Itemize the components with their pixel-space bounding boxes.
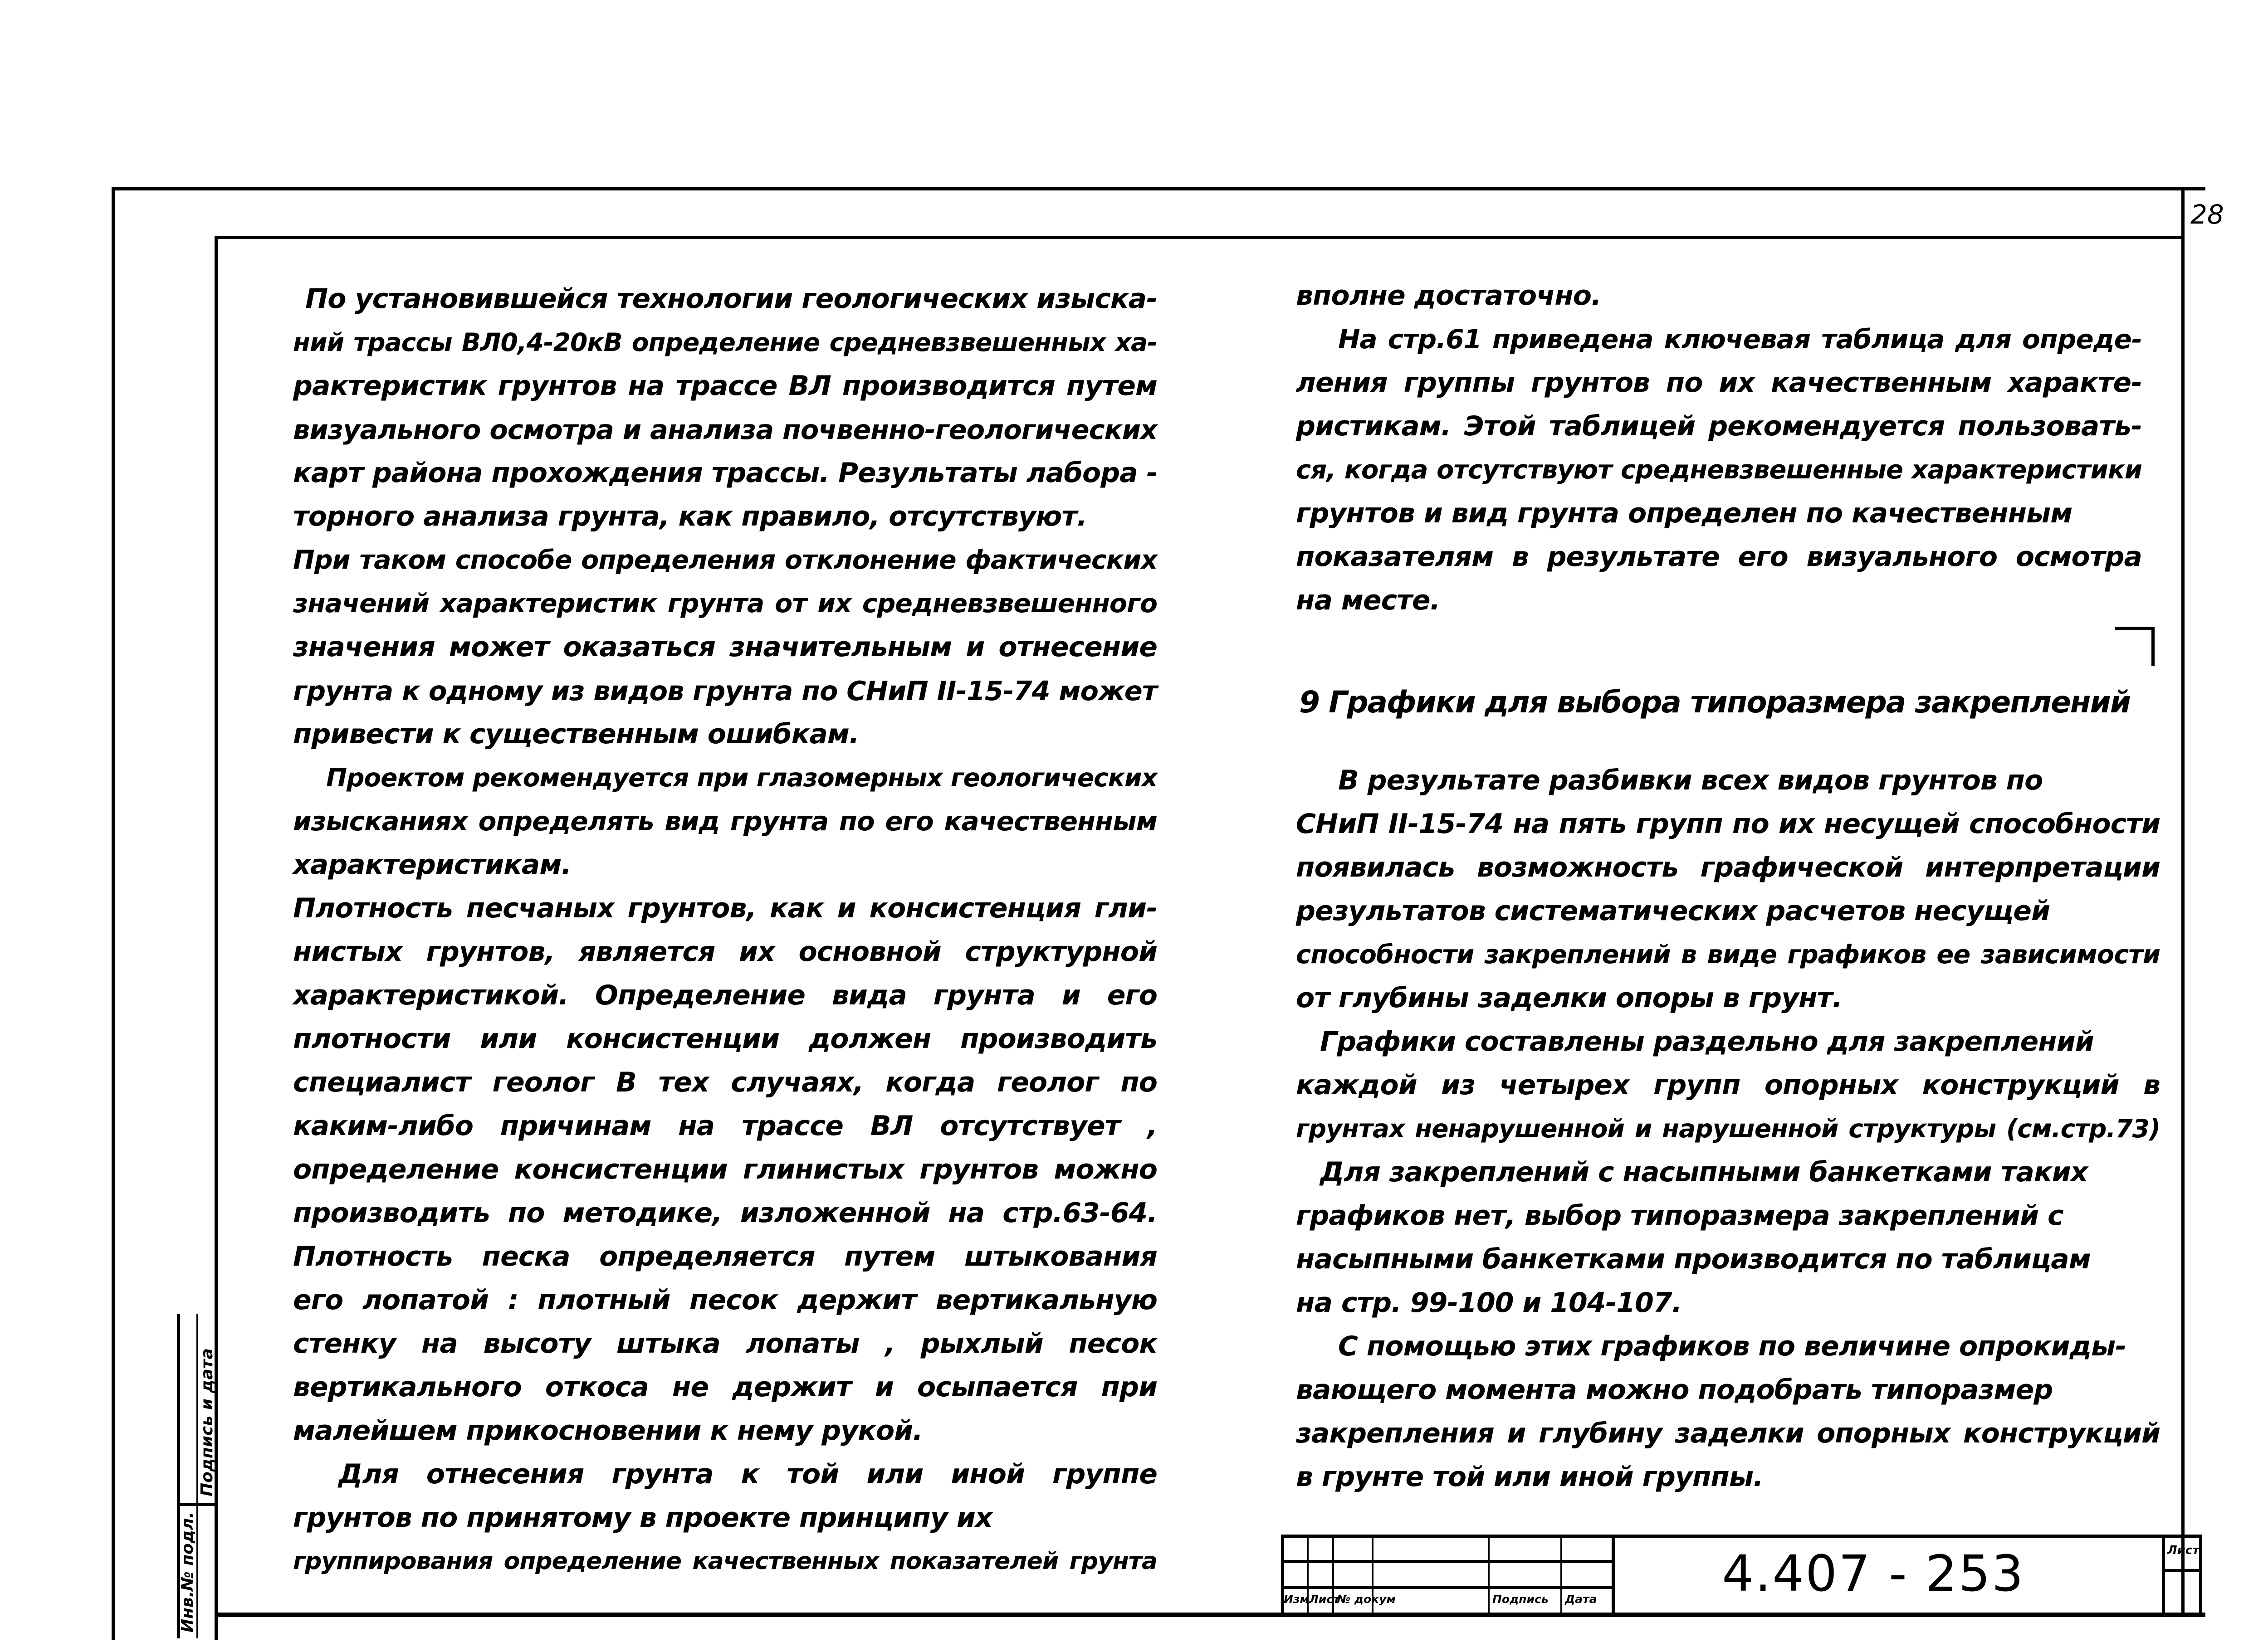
text-line: При таком способе определения отклонение фактических bbox=[293, 545, 1157, 575]
text-line: появилась возможность графической интерпретации bbox=[1296, 852, 2160, 883]
text-line: способности закреплений в виде графиков ее зависимости bbox=[1296, 940, 2160, 970]
title-col-label-list: Лист bbox=[1309, 1593, 1340, 1606]
text-line: в грунте той или иной группы. bbox=[1296, 1461, 1763, 1493]
text-line: на стр. 99-100 и 104-107. bbox=[1296, 1287, 1682, 1319]
text-line: на месте. bbox=[1296, 585, 1440, 616]
text-line: грунтах ненарушенной и нарушенной структуры (см.стр.73) bbox=[1296, 1114, 2160, 1143]
text-line: визуального осмотра и анализа почвенно-геологических bbox=[293, 414, 1157, 445]
section-heading: 9 Графики для выбора типоразмера закреплений bbox=[1299, 685, 2130, 720]
text-line: На стр.61 приведена ключевая таблица для опреде- bbox=[1338, 324, 2142, 355]
text-line: значения может оказаться значительным и отнесение bbox=[293, 631, 1157, 663]
inner-frame-right bbox=[2181, 187, 2185, 1614]
document-number: 4.407 - 253 bbox=[1722, 1545, 2025, 1603]
stamp-inv-label: Инв.№ подл. bbox=[178, 1511, 197, 1632]
text-line: производить по методике, изложенной на стр.63-64. bbox=[293, 1197, 1157, 1229]
text-line: специалист геолог В тех случаях, когда геолог по bbox=[293, 1067, 1157, 1098]
text-line: Проектом рекомендуется при глазомерных геологических bbox=[326, 763, 1157, 792]
text-line: каждой из четырех групп опорных конструкций в bbox=[1296, 1069, 2160, 1101]
stamp-sign-label: Подпись и дата bbox=[198, 1348, 216, 1496]
text-line: результатов систематических расчетов несущей bbox=[1296, 895, 2050, 927]
outer-frame-left bbox=[112, 187, 115, 1640]
text-line: значений характеристик грунта от их средневзвешенного bbox=[293, 589, 1157, 619]
text-line: ристикам. Этой таблицей рекомендуется пользовать- bbox=[1296, 410, 2142, 442]
text-line: от глубины заделки опоры в грунт. bbox=[1296, 982, 1843, 1014]
text-line: нистых грунтов, является их основной структурной bbox=[293, 936, 1157, 968]
text-line: ления группы грунтов по их качественным характе- bbox=[1296, 367, 2142, 399]
text-line: вающего момента можно подобрать типоразмер bbox=[1296, 1374, 2053, 1406]
title-block-sheet-row bbox=[2162, 1569, 2202, 1572]
text-line: закрепления и глубину заделки опорных конструкций bbox=[1296, 1418, 2160, 1449]
text-line: малейшем прикосновении к нему рукой. bbox=[293, 1415, 923, 1447]
text-line: СНиП II-15-74 на пять групп по их несущей способности bbox=[1296, 808, 2160, 840]
text-line: Плотность песка определяется путем штыкования bbox=[293, 1241, 1157, 1272]
title-block-row-2 bbox=[1281, 1586, 1613, 1589]
text-line: плотности или консистенции должен производить bbox=[293, 1023, 1157, 1055]
text-line: Графики составлены раздельно для закреплений bbox=[1320, 1026, 2094, 1057]
text-line: ний трассы ВЛ0,4-20кВ определение средневзвешенных ха- bbox=[293, 328, 1157, 357]
stamp-divider bbox=[177, 1503, 216, 1506]
text-line: насыпными банкетками производится по таблицам bbox=[1296, 1243, 2091, 1275]
text-line: грунтов по принятому в проекте принципу их bbox=[293, 1502, 992, 1534]
corner-mark bbox=[2115, 627, 2155, 630]
title-block-col bbox=[1612, 1535, 1615, 1613]
text-line: его лопатой : плотный песок держит вертикальную bbox=[293, 1284, 1157, 1316]
corner-mark-vertical bbox=[2151, 627, 2155, 666]
title-col-label-izm: Изм bbox=[1284, 1593, 1309, 1606]
text-line: Плотность песчаных грунтов, как и консистенция гли- bbox=[293, 892, 1157, 924]
title-block-col-sheet bbox=[2162, 1535, 2165, 1613]
title-block-col bbox=[1560, 1535, 1562, 1613]
text-line: изысканиях определять вид грунта по его качественным bbox=[293, 806, 1157, 837]
text-line: определение консистенции глинистых грунтов можно bbox=[293, 1154, 1157, 1185]
text-line: характеристикам. bbox=[293, 849, 572, 881]
text-line: торного анализа грунта, как правило, отсутствуют. bbox=[293, 501, 1087, 532]
text-line: группирования определение качественных показателей грунта bbox=[293, 1548, 1157, 1575]
title-block-col bbox=[1488, 1535, 1490, 1613]
text-line: грунта к одному из видов грунта по СНиП II-15-74 может bbox=[293, 675, 1157, 707]
sheet-label: Лист bbox=[2167, 1544, 2200, 1557]
inner-frame-bottom bbox=[215, 1613, 2205, 1617]
text-line: каким-либо причинам на трассе ВЛ отсутствует , bbox=[293, 1110, 1157, 1142]
text-line: В результате разбивки всех видов грунтов по bbox=[1338, 765, 2043, 796]
text-line: показателям в результате его визуального осмотра bbox=[1296, 541, 2142, 573]
text-line: карт района прохождения трассы. Результаты лабора - bbox=[293, 457, 1158, 489]
inner-frame-top bbox=[215, 236, 2185, 239]
text-line: привести к существенным ошибкам. bbox=[293, 718, 859, 750]
text-line: графиков нет, выбор типоразмера закреплений с bbox=[1296, 1200, 2063, 1232]
text-line: По установившейся технологии геологических изыска- bbox=[305, 283, 1157, 315]
text-line: грунтов и вид грунта определен по качественным bbox=[1296, 497, 2072, 529]
title-block-row-1 bbox=[1281, 1560, 1613, 1563]
page-number: 28 bbox=[2190, 199, 2224, 230]
title-col-label-date: Дата bbox=[1565, 1593, 1597, 1606]
text-line: стенку на высоту штыка лопаты , рыхлый песок bbox=[293, 1328, 1157, 1360]
outer-frame-top bbox=[113, 187, 2205, 190]
text-line: характеристикой. Определение вида грунта и его bbox=[293, 979, 1157, 1011]
title-col-label-sign: Подпись bbox=[1492, 1593, 1549, 1606]
text-line: С помощью этих графиков по величине опрокиды- bbox=[1338, 1330, 2126, 1362]
text-line: вертикального откоса не держит и осыпается при bbox=[293, 1371, 1157, 1403]
text-line: ся, когда отсутствуют средневзвешенные характеристики bbox=[1296, 455, 2142, 485]
text-line: Для закреплений с насыпными банкетками таких bbox=[1320, 1156, 2088, 1188]
title-col-label-doc: № докум bbox=[1337, 1593, 1396, 1606]
text-line: вполне достаточно. bbox=[1296, 280, 1601, 312]
text-line: рактеристик грунтов на трассе ВЛ производится путем bbox=[293, 370, 1157, 402]
text-line: Для отнесения грунта к той или иной группе bbox=[338, 1458, 1157, 1490]
